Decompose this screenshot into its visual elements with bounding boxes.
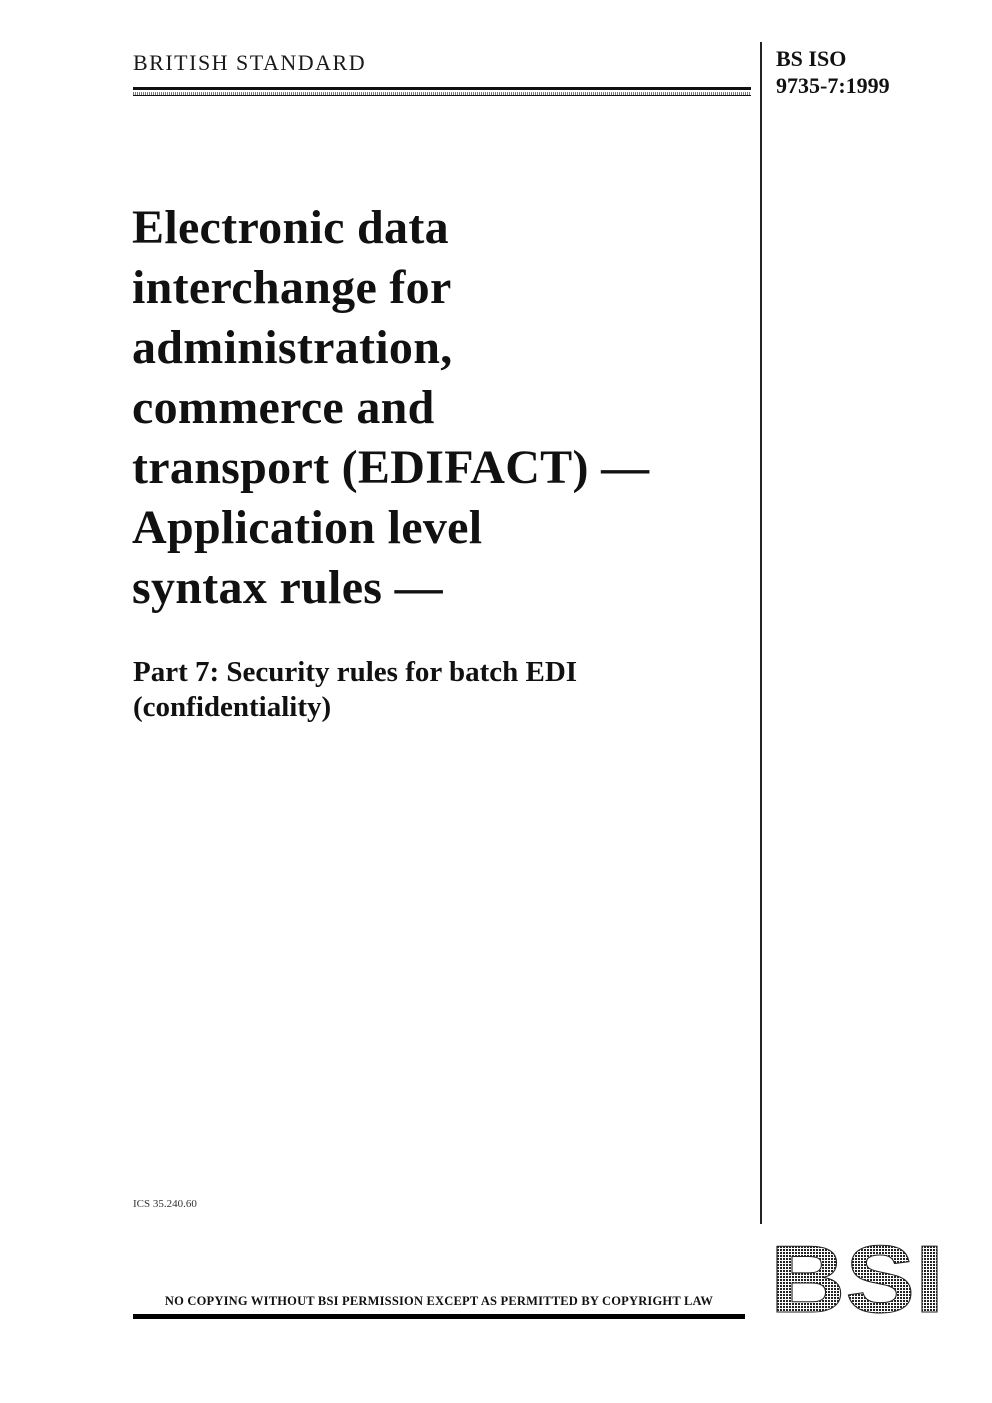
standard-number-line1: BS ISO (776, 46, 847, 71)
copyright-notice: NO COPYING WITHOUT BSI PERMISSION EXCEPT AS PERMITTED BY COPYRIGHT LAW (164, 1294, 714, 1308)
title-line: transport (EDIFACT) — (132, 441, 650, 494)
standard-number-line2: 9735-7:1999 (776, 73, 890, 98)
subtitle-line: Part 7: Security rules for batch EDI (133, 656, 578, 688)
standard-number (776, 45, 890, 99)
bsi-logo-icon (768, 1240, 946, 1320)
title-line: syntax rules — (132, 561, 443, 614)
title-line: administration, (132, 321, 453, 374)
header-rule-thick (133, 87, 751, 90)
ics-code: ICS 35.240.60 (133, 1198, 197, 1210)
svg-text:BSI: BSI (770, 1240, 944, 1320)
title-line: Electronic data (132, 201, 449, 254)
title-line: Application level (132, 501, 483, 554)
document-subtitle (133, 655, 753, 725)
subtitle-line: (confidentiality) (133, 691, 332, 723)
vertical-divider (760, 42, 762, 1224)
document-type-label: BRITISH STANDARD (133, 50, 367, 75)
title-line: interchange for (132, 261, 452, 314)
title-line: commerce and (132, 381, 435, 434)
header-rule-thin (133, 95, 751, 96)
document-title (132, 198, 752, 618)
notice-rule (133, 1314, 745, 1319)
